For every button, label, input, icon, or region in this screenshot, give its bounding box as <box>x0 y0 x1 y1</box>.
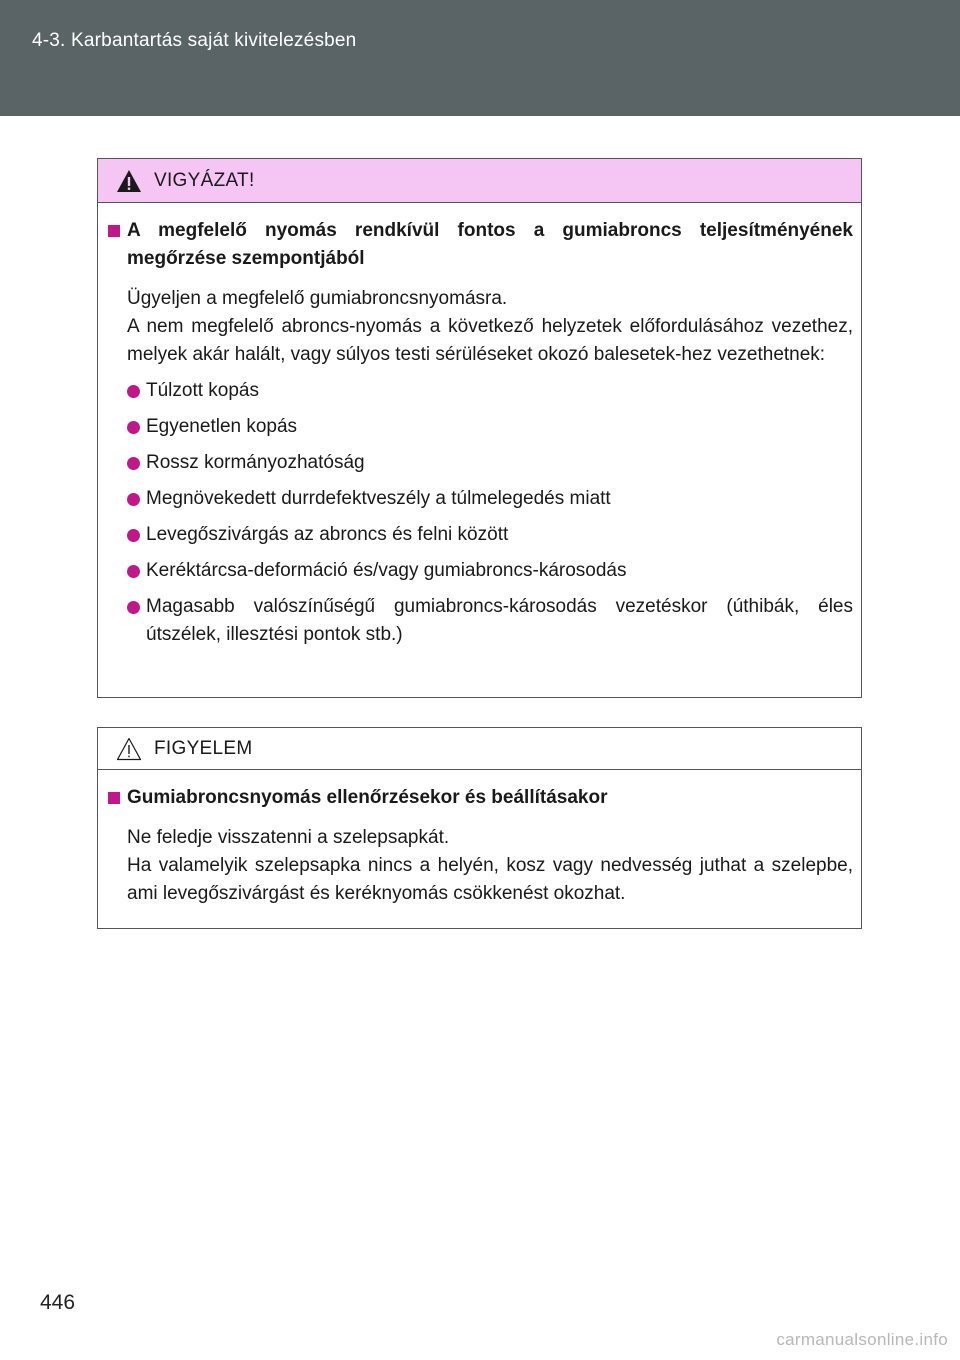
list-item <box>127 449 853 477</box>
caution-heading-row <box>108 217 853 273</box>
list-item <box>127 413 853 441</box>
list-item <box>127 557 853 585</box>
round-bullet-icon <box>127 421 140 434</box>
list-item-text: Rossz kormányozhatóság <box>146 452 365 473</box>
caution-paragraph <box>127 285 853 369</box>
list-item-text: Keréktárcsa-deformáció és/vagy gumiabroncs-károsodás <box>146 560 627 581</box>
list-item-text: Megnövekedett durrdefektveszély a túlmelegedés miatt <box>146 488 611 509</box>
notice-box <box>97 727 862 929</box>
warning-triangle-filled-icon <box>116 169 142 193</box>
round-bullet-icon <box>127 601 140 614</box>
caution-box <box>97 158 862 698</box>
round-bullet-icon <box>127 529 140 542</box>
list-item <box>127 521 853 549</box>
caution-header <box>98 159 861 203</box>
header-bar <box>0 0 960 116</box>
notice-heading: Gumiabroncsnyomás ellenőrzésekor és beállításakor <box>127 787 608 808</box>
notice-para-2: Ha valamelyik szelepsapka nincs a helyén, kosz vagy nedvesség juthat a szelepbe, ami levegőszivárgást és keréknyomás csökkenést okozhat. <box>127 855 853 904</box>
notice-paragraph <box>127 824 853 908</box>
list-item-text: Egyenetlen kopás <box>146 416 298 437</box>
list-item-text: Levegőszivárgás az abroncs és felni között <box>146 524 509 545</box>
round-bullet-icon <box>127 493 140 506</box>
list-item <box>127 593 853 649</box>
page-number: 446 <box>40 1291 76 1314</box>
section-title: 4-3. Karbantartás saját kivitelezésben <box>32 30 357 51</box>
round-bullet-icon <box>127 385 140 398</box>
watermark: carmanualsonline.info <box>776 1330 948 1349</box>
list-item-text: Magasabb valószínűségű gumiabroncs-károsodás vezetéskor (úthibák, éles útszélek, illesztési pontok stb.) <box>146 596 853 645</box>
caution-heading: A megfelelő nyomás rendkívül fontos a gumiabroncs teljesítményének megőrzése szempontjából <box>127 220 853 269</box>
list-item <box>127 485 853 513</box>
notice-para-1: Ne feledje visszatenni a szelepsapkát. <box>127 827 450 848</box>
notice-heading-row <box>108 784 853 812</box>
round-bullet-icon <box>127 565 140 578</box>
round-bullet-icon <box>127 457 140 470</box>
caution-label: VIGYÁZAT! <box>154 169 255 191</box>
caution-para-1: Ügyeljen a megfelelő gumiabroncsnyomásra. <box>127 288 508 309</box>
square-bullet-icon <box>108 225 120 237</box>
square-bullet-icon <box>108 792 120 804</box>
notice-header <box>98 728 861 770</box>
list-item <box>127 377 853 405</box>
notice-label: FIGYELEM <box>154 737 253 759</box>
notice-body <box>98 784 861 908</box>
caution-para-2: A nem megfelelő abroncs-nyomás a következő helyzetek előfordulásához vezethez, melyek akár halált, vagy súlyos testi sérüléseket okozó balesetek-hez vezethetnek: <box>127 316 853 365</box>
list-item-text: Túlzott kopás <box>146 380 259 401</box>
warning-triangle-outline-icon <box>116 737 142 761</box>
caution-body <box>98 217 861 649</box>
